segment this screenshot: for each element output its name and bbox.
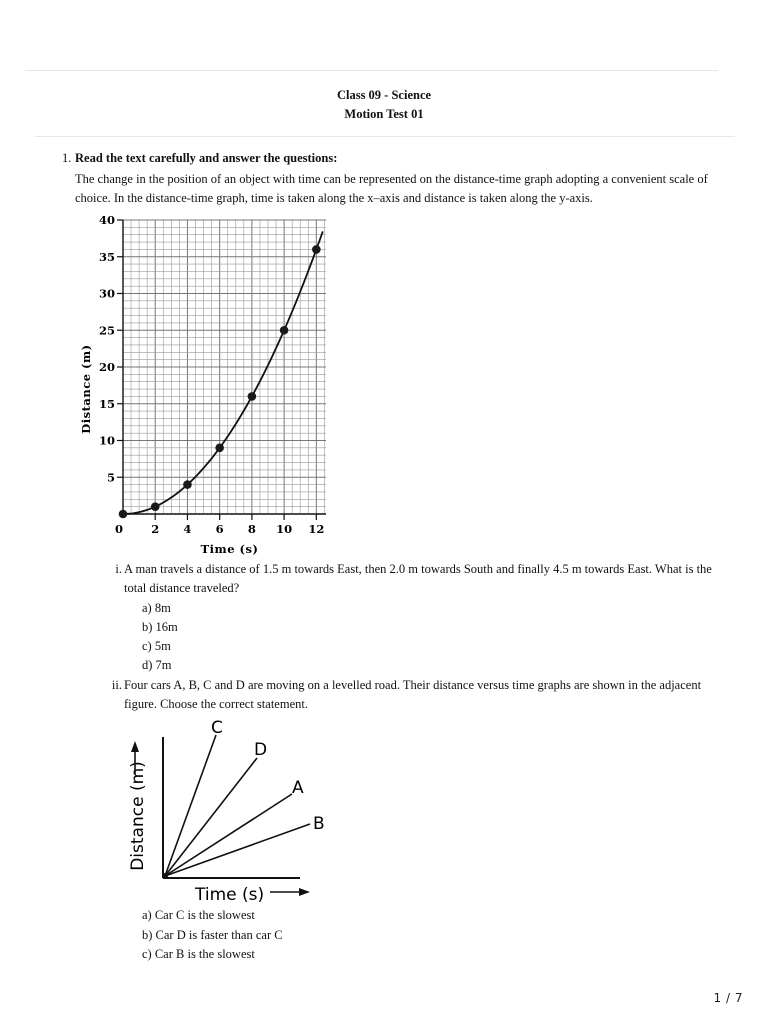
cars-distance-time-graph xyxy=(120,713,335,908)
line-d xyxy=(165,758,257,876)
x-tick-label: 10 xyxy=(276,522,293,536)
test-title: Motion Test 01 xyxy=(344,107,424,121)
page-number: 1 / 7 xyxy=(713,991,743,1005)
option-1d: d) 7m xyxy=(142,658,172,672)
header-divider xyxy=(35,136,735,137)
data-point xyxy=(280,326,289,335)
data-point xyxy=(119,510,128,519)
line-a xyxy=(165,794,292,876)
option-1b: b) 16m xyxy=(142,620,178,634)
x-tick-label: 12 xyxy=(308,522,325,536)
line-b xyxy=(165,824,310,876)
sub-question-2 xyxy=(106,676,731,714)
option-2c: c) Car B is the slowest xyxy=(142,947,255,961)
x-tick-label: 2 xyxy=(151,522,160,536)
graph2-y-label: Distance (m) xyxy=(128,761,148,871)
y-tick-label: 30 xyxy=(98,286,115,301)
top-divider xyxy=(25,70,718,71)
class-title: Class 09 - Science xyxy=(336,88,432,102)
label-a: A xyxy=(292,778,304,798)
x-tick-label: 8 xyxy=(247,522,256,536)
y-axis-ticks xyxy=(99,213,123,484)
sub-question-1-text: A man travels a distance of 1.5 m towards East, then 2.0 m towards South and finally 4.5 m towards East. What is the total distance traveled? xyxy=(124,562,712,595)
graph-grid xyxy=(123,220,326,514)
label-d: D xyxy=(254,740,268,760)
option-2b: b) Car D is faster than car C xyxy=(142,928,283,942)
sub-question-1 xyxy=(106,560,731,598)
x-tick-label: 6 xyxy=(215,522,224,536)
line-c xyxy=(165,735,216,876)
y-tick-label: 25 xyxy=(98,323,115,338)
data-point xyxy=(312,245,321,254)
y-axis-title: Distance (m) xyxy=(79,344,93,434)
y-tick-label: 20 xyxy=(98,360,115,374)
sub-question-2-text: Four cars A, B, C and D are moving on a levelled road. Their distance versus time graphs are shown in the adjacent figure. Choose the correct statement. xyxy=(124,678,702,711)
page-header xyxy=(0,86,768,124)
distance-time-graph xyxy=(75,210,335,555)
y-tick-label: 40 xyxy=(98,213,115,227)
y-tick-label: 35 xyxy=(98,249,115,264)
question-number: 1. xyxy=(62,151,72,165)
option-1a: a) 8m xyxy=(142,601,171,615)
x-tick-label: 0 xyxy=(114,522,124,536)
question-passage: The change in the position of an object with time can be represented on the distance-time graph adopting a convenient scale of choice. In the distance-time graph, time is taken along the x–axis and distance is taken along the y-axis. xyxy=(75,172,708,205)
option-2a: a) Car C is the slowest xyxy=(142,908,255,922)
y-tick-label: 5 xyxy=(106,470,115,485)
option-1c: c) 5m xyxy=(142,639,171,653)
sub-question-2-numeral: ii. xyxy=(111,678,122,692)
data-point xyxy=(215,444,224,453)
data-point xyxy=(183,480,192,489)
x-tick-label: 4 xyxy=(183,522,192,536)
data-point xyxy=(248,392,257,401)
y-arrow-head-icon xyxy=(131,741,139,752)
y-tick-label: 15 xyxy=(98,396,115,411)
label-b: B xyxy=(313,814,325,834)
graph2-x-label: Time (s) xyxy=(195,885,265,905)
label-c: C xyxy=(211,718,223,738)
question-title: Read the text carefully and answer the questions: xyxy=(75,151,338,165)
x-arrow-head-icon xyxy=(299,888,310,896)
x-axis-ticks xyxy=(115,514,324,536)
distance-curve xyxy=(123,231,323,514)
x-axis-title: Time (s) xyxy=(200,542,259,555)
sub-question-1-numeral: i. xyxy=(115,562,122,576)
y-tick-label: 10 xyxy=(98,433,115,448)
data-point xyxy=(151,502,160,511)
